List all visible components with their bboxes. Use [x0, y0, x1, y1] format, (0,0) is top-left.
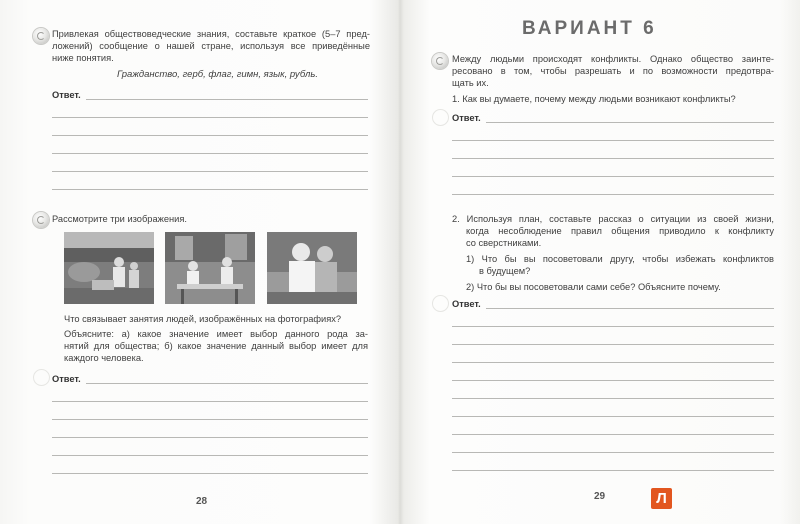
task1-answer-label: Ответ.	[52, 90, 81, 100]
photo-outdoor-group	[64, 232, 154, 304]
task1-concepts: Гражданство, герб, флаг, гимн, язык, рубль.	[117, 69, 318, 80]
photo-two-women	[267, 232, 357, 304]
faded-marker	[432, 109, 449, 126]
answer-line[interactable]	[452, 194, 774, 195]
answer-line[interactable]	[52, 171, 368, 172]
page-number-right: 29	[594, 491, 606, 502]
answer-line[interactable]	[452, 434, 774, 435]
answer-line[interactable]	[86, 99, 368, 100]
answer-line[interactable]	[452, 398, 774, 399]
faded-marker	[33, 369, 50, 386]
answer-line[interactable]	[452, 176, 774, 177]
intro-line-2: ресовано в том, чтобы разрешать и по возможности предотвра-	[452, 66, 774, 76]
answer-line[interactable]	[52, 135, 368, 136]
task-marker-icon	[33, 28, 49, 44]
publisher-logo-icon: Л	[651, 488, 672, 509]
answer-line[interactable]	[452, 416, 774, 417]
task2-answer-label: Ответ.	[52, 374, 81, 384]
answer-line[interactable]	[452, 470, 774, 471]
task1-line-3: ниже понятия.	[52, 53, 114, 63]
intro-line-1: Между людьми происходят конфликты. Однако общество заинте-	[452, 54, 774, 64]
plan-item-1-line-2: в будущем?	[479, 266, 531, 276]
task2-explain-line-2: нятий для общества; б) какое значение данный выбор имеет для	[64, 341, 368, 351]
answer-line[interactable]	[86, 383, 368, 384]
task1-line-2: ложений) сообщение о нашей стране, используя все приведённые	[52, 41, 370, 51]
answer-line[interactable]	[52, 117, 368, 118]
question-2-line-1: 2. Используя план, составьте рассказ о ситуации из своей жизни,	[452, 214, 774, 224]
faded-marker	[432, 295, 449, 312]
answer-line[interactable]	[52, 419, 368, 420]
answer-line[interactable]	[452, 380, 774, 381]
answer2-label: Ответ.	[452, 299, 481, 309]
question-1: 1. Как вы думаете, почему между людьми возникают конфликты?	[452, 94, 736, 104]
variant-heading: ВАРИАНТ 6	[522, 18, 657, 39]
answer-line[interactable]	[452, 452, 774, 453]
page-number-left: 28	[196, 496, 208, 507]
task-marker-icon	[432, 53, 448, 69]
answer-line[interactable]	[452, 158, 774, 159]
task-marker-icon	[33, 212, 49, 228]
answer-line[interactable]	[452, 344, 774, 345]
intro-line-3: щать их.	[452, 78, 489, 88]
task2-explain-line-1: Объясните: а) какое значение имеет выбор данного рода за-	[64, 329, 368, 339]
question-2-line-2: когда несоблюдение правил общения приводило к конфликту	[466, 226, 774, 236]
task2-question: Что связывает занятия людей, изображённых на фотографиях?	[64, 314, 342, 324]
answer-line[interactable]	[52, 437, 368, 438]
answer-line[interactable]	[486, 122, 774, 123]
plan-item-2: 2) Что бы вы посоветовали сами себе? Объясните почему.	[466, 282, 721, 292]
answer-line[interactable]	[52, 455, 368, 456]
answer-line[interactable]	[452, 362, 774, 363]
answer-line[interactable]	[452, 140, 774, 141]
task2-intro: Рассмотрите три изображения.	[52, 214, 187, 224]
answer1-label: Ответ.	[452, 113, 481, 123]
plan-item-1-line-1: 1) Что бы вы посоветовали другу, чтобы избежать конфликтов	[466, 254, 774, 264]
answer-line[interactable]	[452, 326, 774, 327]
task1-line-1: Привлекая обществоведческие знания, составьте краткое (5–7 пред-	[52, 29, 370, 39]
task2-explain-line-3: каждого человека.	[64, 353, 144, 363]
answer-line[interactable]	[486, 308, 774, 309]
answer-line[interactable]	[52, 401, 368, 402]
question-2-line-3: со сверстниками.	[466, 238, 542, 248]
photo-people-at-table	[165, 232, 255, 304]
answer-line[interactable]	[52, 153, 368, 154]
answer-line[interactable]	[52, 189, 368, 190]
answer-line[interactable]	[52, 473, 368, 474]
